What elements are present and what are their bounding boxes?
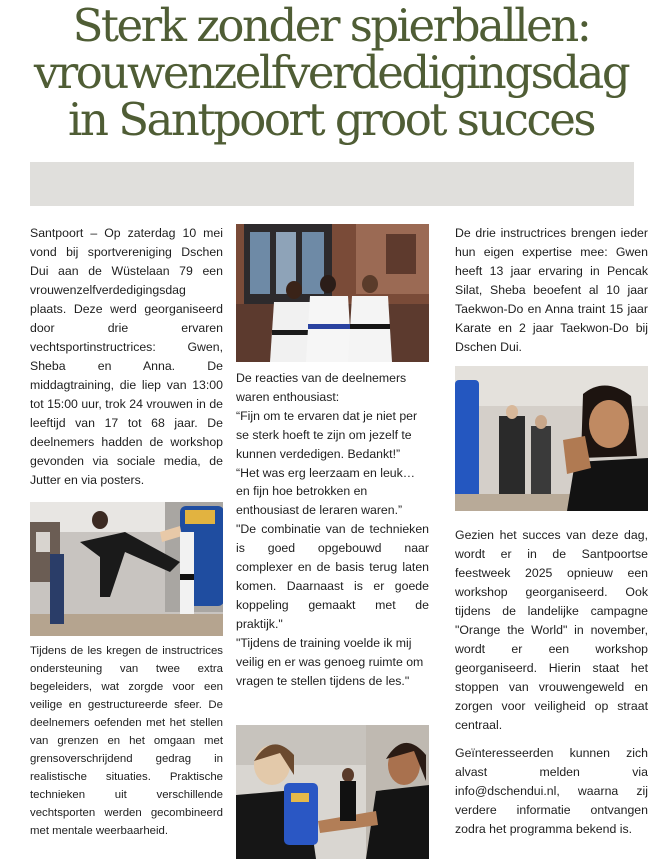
instructors-paragraph: De drie instructrices brengen ieder hun eigen expertise mee: Gwen heeft 13 jaar ervaring in Pencak Silat, Sheba beoefent al 10 jaar Taekwon-Do en Anna traint 15 jaar Karate en 2 jaar Taekwon-Do bij Dschen Dui. bbox=[455, 226, 648, 354]
title-line-2: vrouwenzelfverdedigingsdag bbox=[33, 46, 629, 99]
photo-pad-practice bbox=[236, 725, 429, 859]
article-title bbox=[0, 0, 662, 146]
intro-paragraph: Santpoort – Op zaterdag 10 mei vond bij sportvereniging Dschen Dui aan de Wüstelaan 79 een vrouwenzelfverdedigingsdag plaats. Deze werd georganiseerd door drie ervaren vechtsportinstructrices: Gwen, Sheba en Anna. De middagtraining, die liep van 13:00 tot 15:00 uur, trok 24 vrouwen in de leeftijd van 17 tot 68 jaar. De deelnemers hadden de workshop gevonden via sociale media, de Jutter en via posters. bbox=[30, 226, 223, 487]
quote-2: “Het was erg leerzaam en leuk… en fijn hoe betrokken en enthousiast de leraren waren.” bbox=[236, 465, 416, 518]
title-line-3: in Santpoort groot succes bbox=[68, 93, 594, 146]
column-3-contact bbox=[455, 744, 648, 839]
photo-instructors bbox=[236, 224, 429, 362]
training-paragraph: Tijdens de les kregen de instructrices ondersteuning van twee extra begeleiders, wat zorgde voor een veilige en gestructureerde sfeer. De deelnemers oefenden met het stellen van grenzen en het omgaan met grensoverschrijdend gedrag in realistische situaties. Praktische technieken uit verschillende vechtsporten werden gecombineerd met mentale weerbaarheid. bbox=[30, 645, 223, 837]
column-3-future bbox=[455, 526, 648, 735]
quote-4: "Tijdens de training voelde ik mij veilig en er was genoeg ruimte om vragen te stellen tijdens de les." bbox=[236, 635, 424, 688]
column-3-instructors bbox=[455, 224, 648, 357]
grey-banner bbox=[30, 162, 634, 206]
future-paragraph: Gezien het succes van deze dag, wordt er in de Santpoortse feestweek 2025 opnieuw een workshop georganiseerd. Ook tijdens de landelijke campagne "Orange the World" in november, wordt er een workshop georganiseerd. Hierin staat het stoppen van vrouwengeweld en zorgen voor veiligheid op straat centraal. bbox=[455, 528, 648, 732]
photo-kick-training bbox=[30, 502, 223, 636]
column-1-intro bbox=[30, 224, 223, 490]
contact-paragraph: Geïnteresseerden kunnen zich alvast melden via info@dschendui.nl, waarna zij verdere informatie ontvangen zodra het programma bekend is. bbox=[455, 746, 648, 836]
quote-3: "De combinatie van de technieken is goed opgebouwd naar complexer en de basis terug laten komen. Daarnaast is er goede koppeling gemaakt met de praktijk." bbox=[236, 522, 429, 631]
column-2-reactions bbox=[236, 369, 429, 690]
reactions-intro: De reacties van de deelnemers waren enthousiast: bbox=[236, 371, 407, 404]
title-line-1: Sterk zonder spierballen: bbox=[72, 0, 590, 52]
photo-smiling-participant bbox=[455, 366, 648, 511]
quote-1: “Fijn om te ervaren dat je niet per se sterk hoeft te zijn om jezelf te kunnen verdedigen. Bedankt!” bbox=[236, 408, 418, 461]
column-1-training bbox=[30, 642, 223, 840]
